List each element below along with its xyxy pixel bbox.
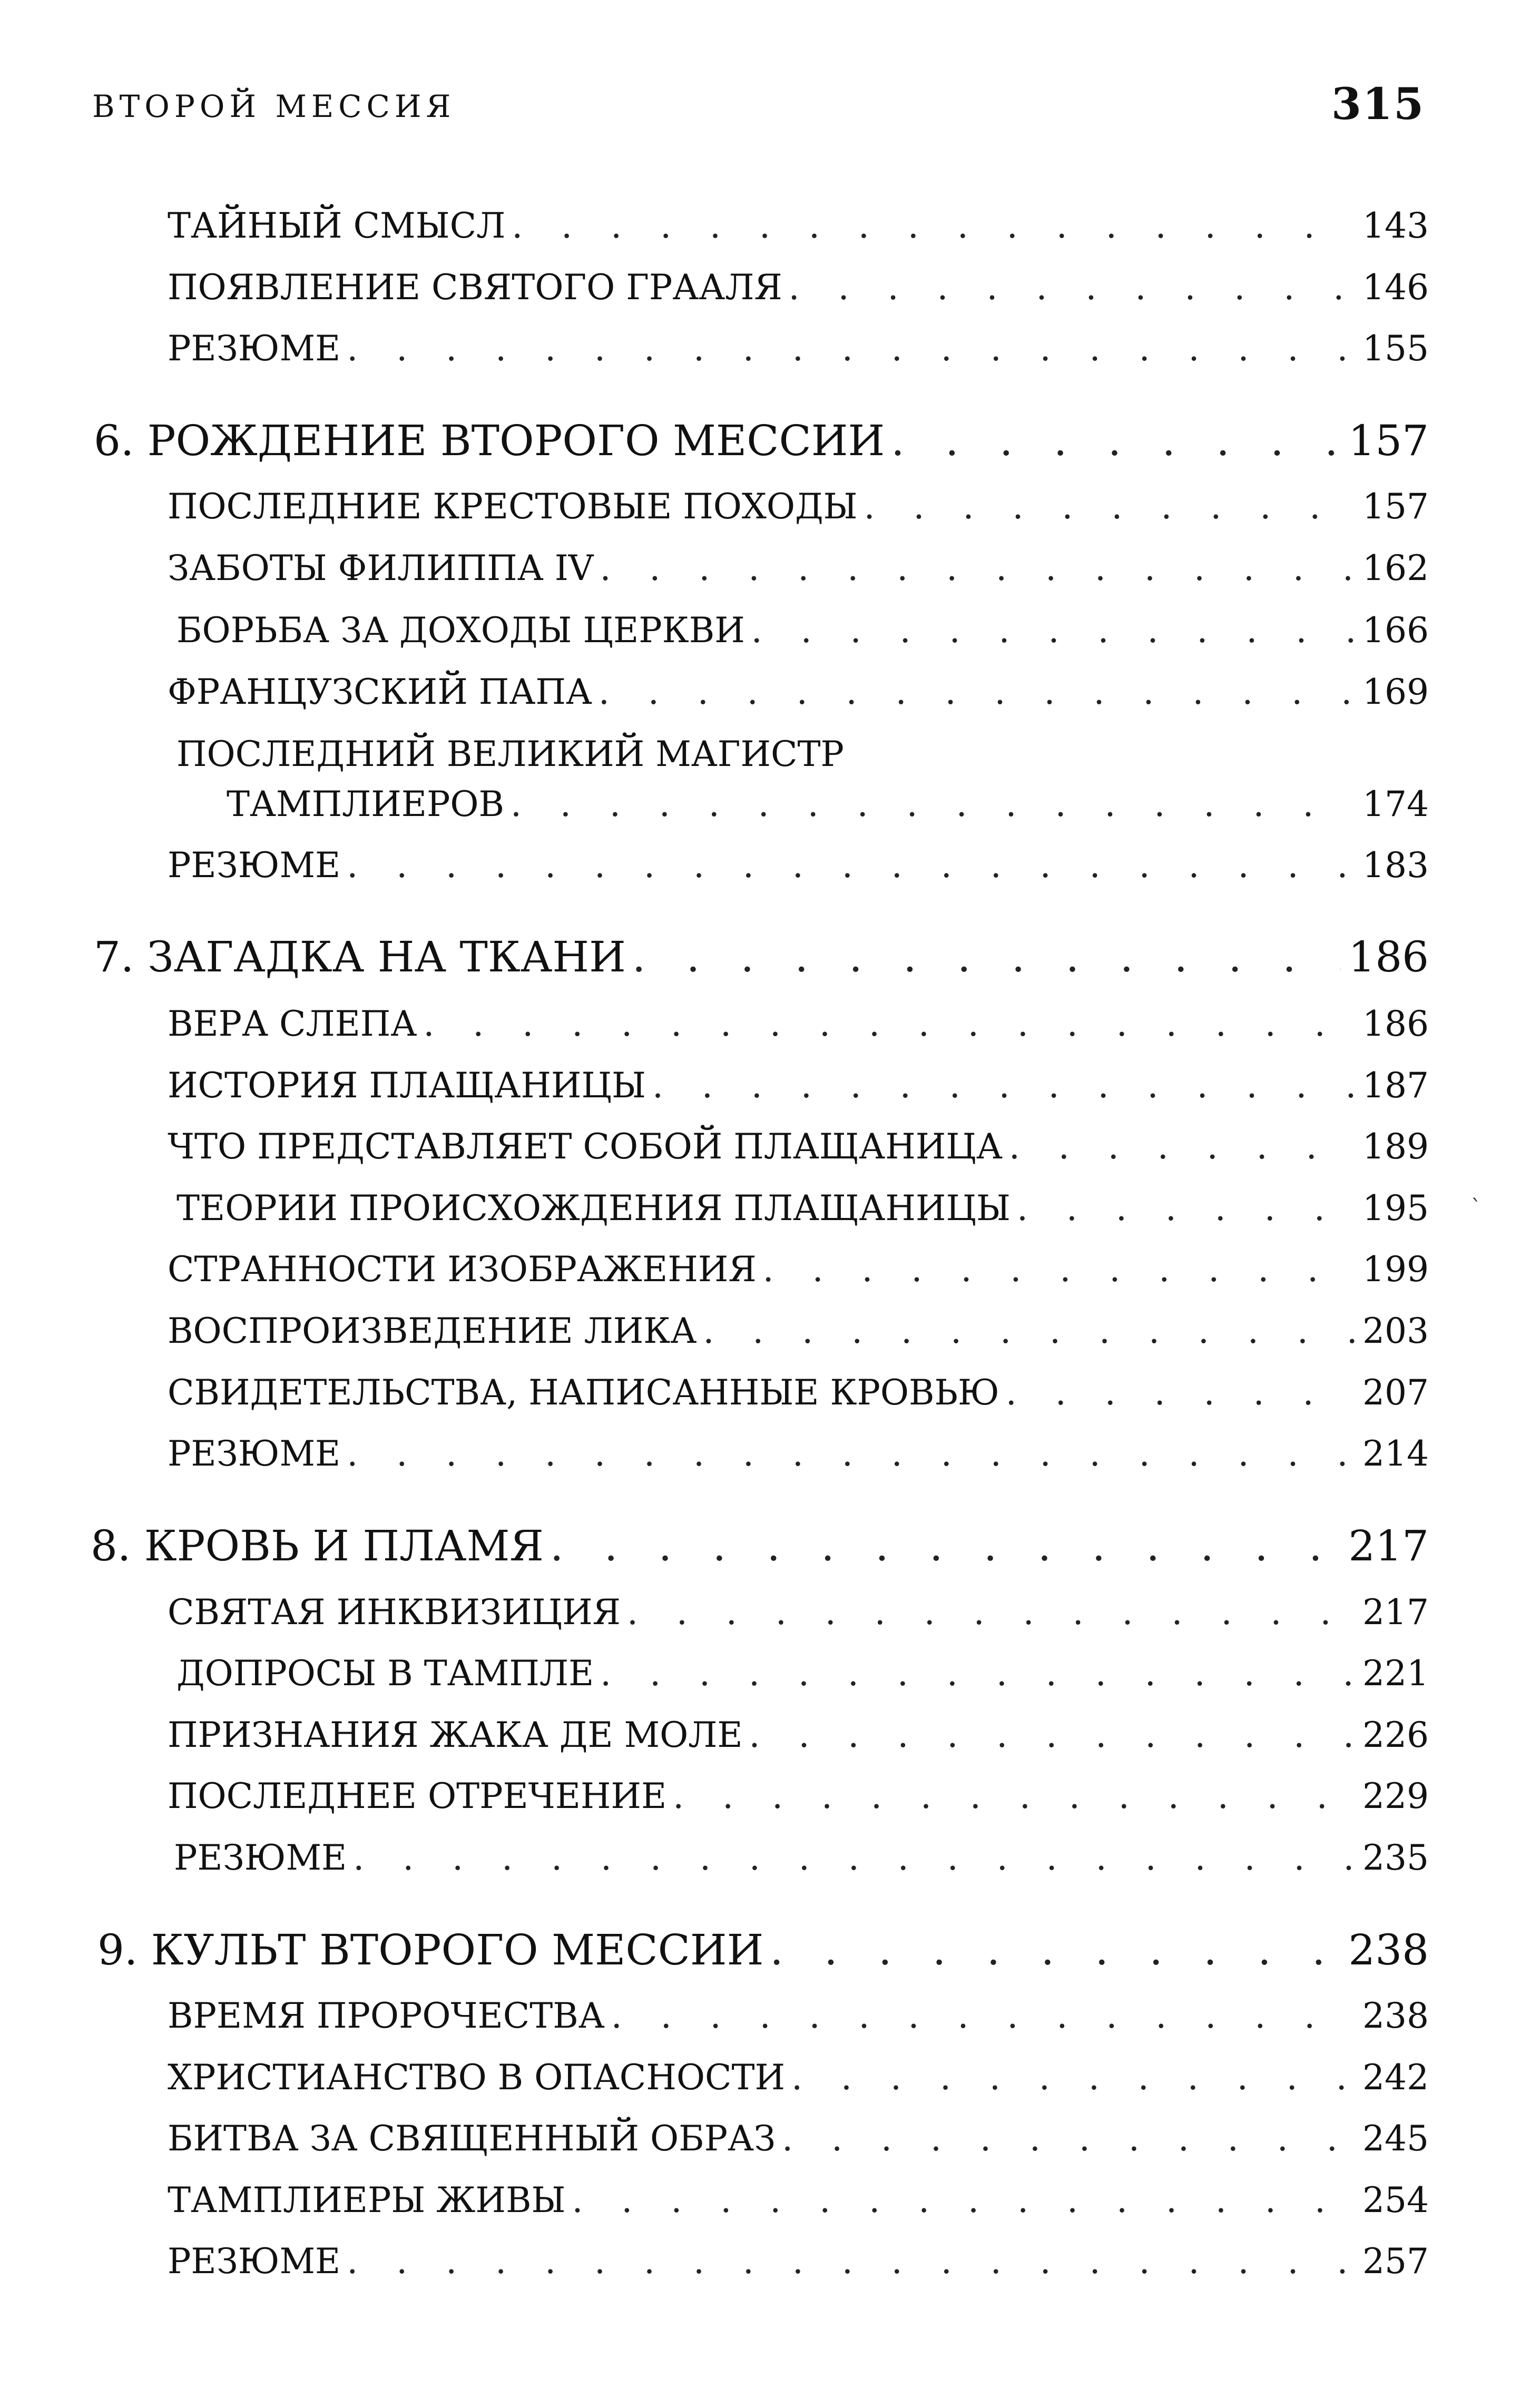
dot-leader bbox=[423, 1004, 1355, 1044]
toc-chapter-page: 186 bbox=[1348, 932, 1429, 981]
toc-entry-page: 245 bbox=[1362, 2118, 1429, 2159]
dot-leader bbox=[600, 1653, 1355, 1694]
toc-entry-title: ТАМПЛИЕРОВ bbox=[227, 784, 504, 824]
toc-entry bbox=[168, 2241, 1429, 2288]
toc-entry-page: 214 bbox=[1362, 1433, 1429, 1474]
toc-entry-title: ХРИСТИАНСТВО В ОПАСНОСТИ bbox=[168, 2057, 786, 2098]
dot-leader bbox=[347, 328, 1355, 369]
toc-entry bbox=[176, 1188, 1429, 1235]
toc-entry-page: 257 bbox=[1362, 2241, 1429, 2282]
toc-entry bbox=[168, 1004, 1429, 1051]
toc-entry bbox=[176, 610, 1429, 657]
toc-entry bbox=[227, 784, 1429, 831]
dot-leader bbox=[1006, 1372, 1355, 1413]
toc-entry-title: ПРИЗНАНИЯ ЖАКА ДЕ МОЛЕ bbox=[168, 1715, 743, 1755]
dot-leader bbox=[652, 1065, 1355, 1106]
toc-entry-title: ТЕОРИИ ПРОИСХОЖДЕНИЯ ПЛАЩАНИЦЫ bbox=[176, 1188, 1011, 1228]
toc-chapter bbox=[94, 932, 1429, 990]
toc-entry-title: ВРЕМЯ ПРОРОЧЕСТВА bbox=[168, 1996, 605, 2036]
toc-entry bbox=[168, 267, 1429, 314]
dot-leader bbox=[751, 610, 1355, 651]
toc-entry-title: ВЕРА СЛЕПА bbox=[168, 1004, 417, 1044]
dot-leader bbox=[763, 1249, 1355, 1290]
dot-leader bbox=[347, 1433, 1355, 1474]
toc-entry-page: 221 bbox=[1362, 1653, 1429, 1694]
toc-entry-title: ДОПРОСЫ В ТАМПЛЕ bbox=[176, 1653, 594, 1694]
dot-leader bbox=[611, 1996, 1355, 2036]
dot-leader bbox=[791, 2057, 1355, 2098]
toc-entry-page: 174 bbox=[1362, 784, 1429, 824]
toc-entry bbox=[168, 1311, 1429, 1358]
dot-leader bbox=[673, 1776, 1355, 1816]
toc-entry-title-line1: ПОСЛЕДНИЙ ВЕЛИКИЙ МАГИСТР bbox=[176, 734, 844, 774]
dot-leader bbox=[627, 1592, 1355, 1633]
toc-chapter-title: 7. ЗАГАДКА НА ТКАНИ bbox=[94, 932, 626, 981]
toc-chapter-page: 217 bbox=[1348, 1521, 1429, 1570]
dot-leader bbox=[782, 2118, 1355, 2159]
toc-chapter-title: 9. КУЛЬТ ВТОРОГО МЕССИИ bbox=[97, 1925, 764, 1974]
toc-entry bbox=[168, 2057, 1429, 2105]
running-head: ВТОРОЙ МЕССИЯ bbox=[92, 89, 456, 124]
toc-entry bbox=[168, 1372, 1429, 1420]
dot-leader bbox=[550, 1521, 1341, 1570]
toc-entry-title: ВОСПРОИЗВЕДЕНИЕ ЛИКА bbox=[168, 1311, 697, 1351]
dot-leader bbox=[572, 2180, 1355, 2220]
toc-entry-page: 155 bbox=[1362, 328, 1429, 369]
dot-leader bbox=[353, 1837, 1355, 1878]
toc-entry-title: ТАМПЛИЕРЫ ЖИВЫ bbox=[168, 2180, 566, 2220]
toc-entry bbox=[168, 2180, 1429, 2227]
dot-leader bbox=[632, 932, 1341, 981]
toc-entry-page: 166 bbox=[1362, 610, 1429, 651]
toc-entry-title: ПОЯВЛЕНИЕ СВЯТОГО ГРААЛЯ bbox=[168, 267, 782, 308]
toc-entry-title: СВЯТАЯ ИНКВИЗИЦИЯ bbox=[168, 1592, 621, 1633]
toc-entry bbox=[168, 486, 1429, 534]
dot-leader bbox=[1009, 1126, 1355, 1167]
toc-entry bbox=[168, 1592, 1429, 1639]
toc-entry-page: 183 bbox=[1362, 845, 1429, 886]
toc-entry-title: РЕЗЮМЕ bbox=[168, 2241, 341, 2282]
dot-leader bbox=[891, 416, 1341, 465]
toc-entry-title: ТАЙНЫЙ СМЫСЛ bbox=[168, 205, 506, 246]
toc-chapter-title: 6. РОЖДЕНИЕ ВТОРОГО МЕССИИ bbox=[94, 416, 885, 465]
toc-entry-page: 229 bbox=[1362, 1776, 1429, 1816]
toc-chapter-title: 8. КРОВЬ И ПЛАМЯ bbox=[91, 1521, 544, 1570]
toc-entry bbox=[174, 1837, 1429, 1885]
toc-entry-title: ЗАБОТЫ ФИЛИППА IV bbox=[168, 548, 594, 588]
toc-entry bbox=[168, 205, 1429, 253]
dot-leader bbox=[770, 1925, 1341, 1974]
toc-entry bbox=[168, 1715, 1429, 1762]
toc-entry bbox=[168, 328, 1429, 376]
toc-entry-page: 146 bbox=[1362, 267, 1429, 308]
toc-entry bbox=[168, 1249, 1429, 1296]
toc-chapter bbox=[97, 1925, 1429, 1983]
dot-leader bbox=[864, 486, 1355, 527]
toc-entry-title: ИСТОРИЯ ПЛАЩАНИЦЫ bbox=[168, 1065, 646, 1106]
toc-entry-page: 162 bbox=[1362, 548, 1429, 588]
toc-entry-title: РЕЗЮМЕ bbox=[174, 1837, 347, 1878]
toc-entry-page: 199 bbox=[1362, 1249, 1429, 1290]
toc-entry-page: 195 bbox=[1362, 1188, 1429, 1228]
dot-leader bbox=[1017, 1188, 1355, 1228]
toc-entry-page: 207 bbox=[1362, 1372, 1429, 1413]
toc-entry bbox=[168, 672, 1429, 719]
toc-chapter bbox=[91, 1521, 1429, 1579]
toc-entry-page: 217 bbox=[1362, 1592, 1429, 1633]
toc-entry bbox=[168, 548, 1429, 595]
toc-entry-title: ЧТО ПРЕДСТАВЛЯЕТ СОБОЙ ПЛАЩАНИЦА bbox=[168, 1126, 1003, 1167]
dot-leader bbox=[347, 2241, 1355, 2282]
toc-chapter-page: 238 bbox=[1348, 1925, 1429, 1974]
toc-entry-page: 187 bbox=[1362, 1065, 1429, 1106]
toc-entry bbox=[168, 1776, 1429, 1823]
toc-entry-page: 157 bbox=[1362, 486, 1429, 527]
toc-entry-page: 143 bbox=[1362, 205, 1429, 246]
dot-leader bbox=[749, 1715, 1356, 1755]
dot-leader bbox=[511, 784, 1355, 824]
toc-entry bbox=[168, 1996, 1429, 2043]
toc-entry-title: РЕЗЮМЕ bbox=[168, 328, 341, 369]
toc-entry-page: 189 bbox=[1362, 1126, 1429, 1167]
toc-entry bbox=[168, 1065, 1429, 1113]
toc-entry-title: БИТВА ЗА СВЯЩЕННЫЙ ОБРАЗ bbox=[168, 2118, 776, 2159]
toc-entry-page: 235 bbox=[1362, 1837, 1429, 1878]
dot-leader bbox=[703, 1311, 1355, 1351]
toc-entry-title: РЕЗЮМЕ bbox=[168, 845, 341, 886]
toc-entry-page: 226 bbox=[1362, 1715, 1429, 1755]
toc-entry-title: СВИДЕТЕЛЬСТВА, НАПИСАННЫЕ КРОВЬЮ bbox=[168, 1372, 999, 1413]
dot-leader bbox=[600, 548, 1355, 588]
toc-entry-title: ПОСЛЕДНЕЕ ОТРЕЧЕНИЕ bbox=[168, 1776, 667, 1816]
toc-entry-title: ПОСЛЕДНИЕ КРЕСТОВЫЕ ПОХОДЫ bbox=[168, 486, 858, 527]
toc-entry-title: РЕЗЮМЕ bbox=[168, 1433, 341, 1474]
dot-leader bbox=[599, 672, 1355, 712]
toc-entry-page: 254 bbox=[1362, 2180, 1429, 2220]
toc-entry-title: ФРАНЦУЗСКИЙ ПАПА bbox=[168, 672, 592, 712]
toc-entry-page: 203 bbox=[1362, 1311, 1429, 1351]
toc-entry-page: 169 bbox=[1362, 672, 1429, 712]
toc-entry bbox=[168, 1433, 1429, 1481]
toc-entry-page: 242 bbox=[1362, 2057, 1429, 2098]
toc-entry-title: БОРЬБА ЗА ДОХОДЫ ЦЕРКВИ bbox=[176, 610, 745, 651]
toc-entry-title: СТРАННОСТИ ИЗОБРАЖЕНИЯ bbox=[168, 1249, 757, 1290]
toc-entry bbox=[168, 2118, 1429, 2166]
toc-entry-page: 238 bbox=[1362, 1996, 1429, 2036]
dot-leader bbox=[347, 845, 1355, 886]
toc-entry bbox=[168, 1126, 1429, 1174]
dot-leader bbox=[789, 267, 1355, 308]
toc-entry bbox=[176, 1653, 1429, 1701]
toc-entry bbox=[168, 845, 1429, 892]
page-number: 315 bbox=[1331, 79, 1425, 130]
print-speck: ˋ bbox=[1471, 1196, 1482, 1220]
toc-chapter-page: 157 bbox=[1348, 416, 1429, 465]
toc-chapter bbox=[94, 416, 1429, 474]
dot-leader bbox=[512, 205, 1355, 246]
toc-entry-page: 186 bbox=[1362, 1004, 1429, 1044]
